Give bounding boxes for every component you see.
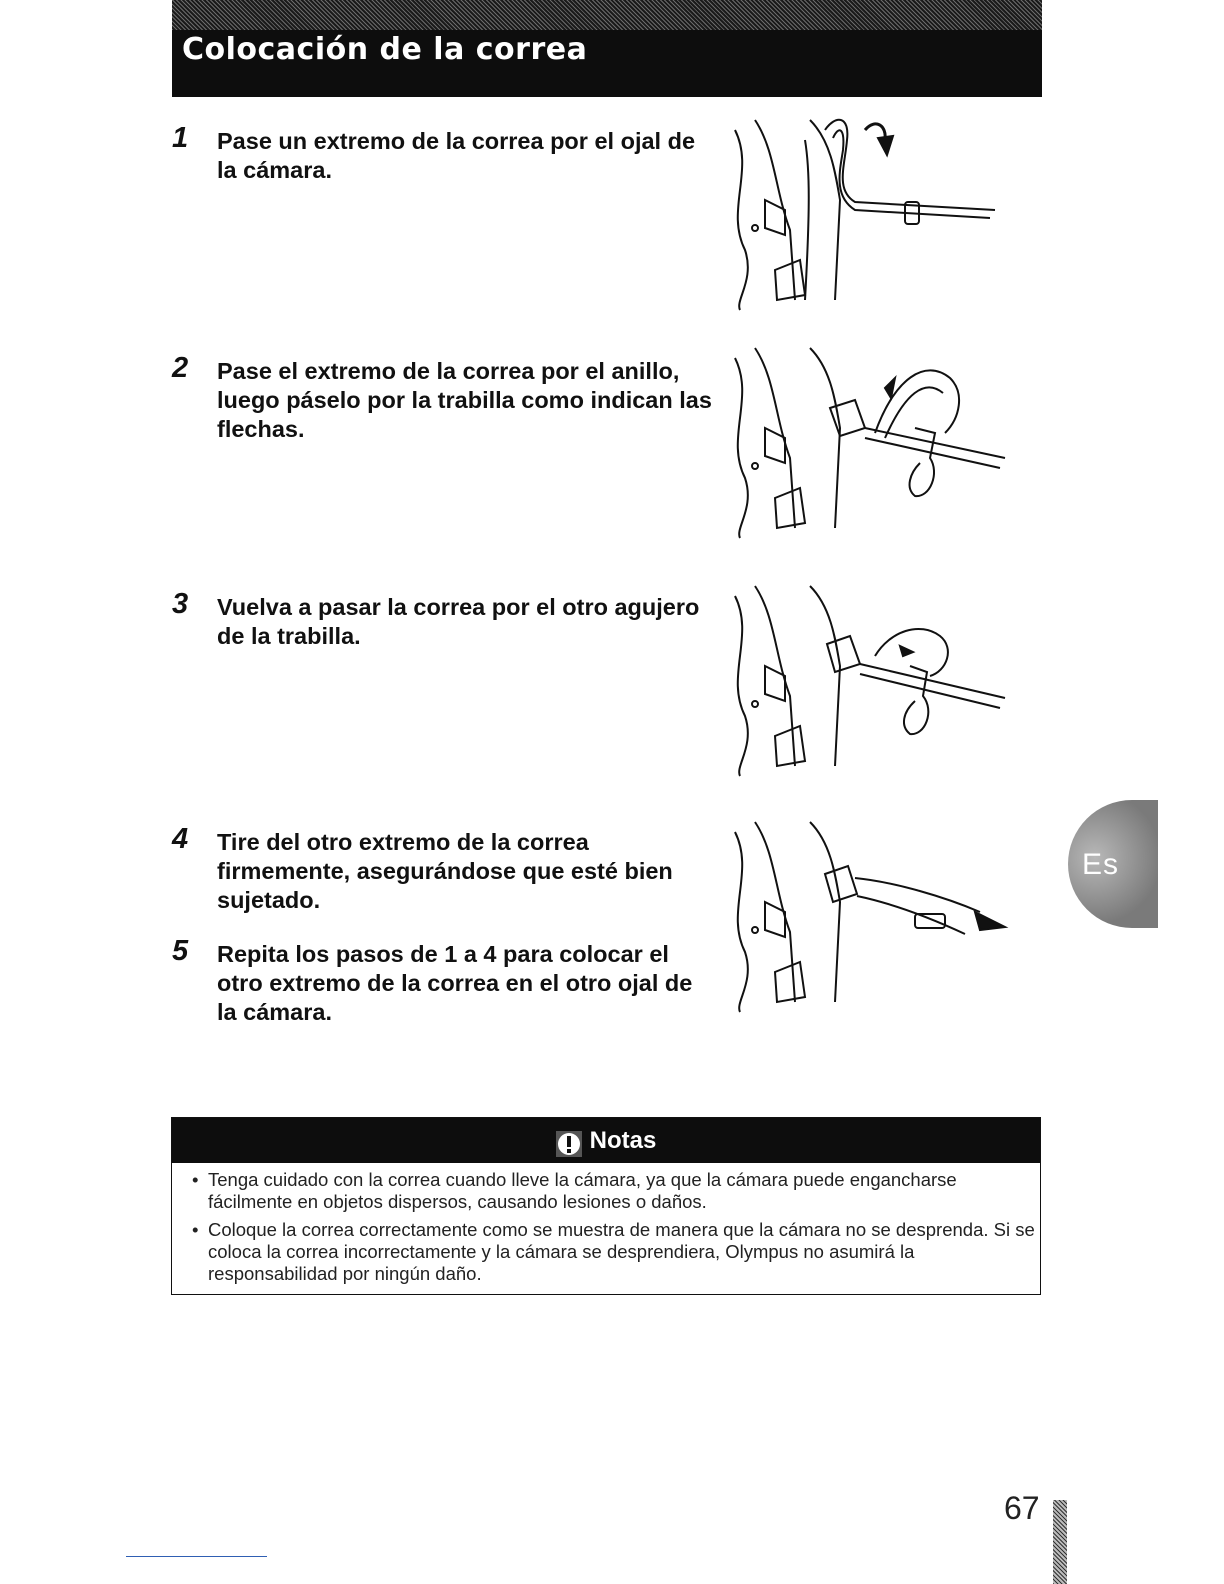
- step-text: Tire del otro extremo de la correa firmemente, asegurándose que esté bien sujetado.: [217, 829, 673, 913]
- section-header: [172, 0, 1042, 97]
- language-tab: [1068, 800, 1158, 928]
- notes-heading: Notas: [589, 1127, 657, 1154]
- step-4: [172, 823, 712, 915]
- footer-rule: [126, 1556, 267, 1557]
- step-text: Repita los pasos de 1 a 4 para colocar el otro extremo de la correa en el otro ojal de la cámara.: [217, 941, 693, 1025]
- step-number: 1: [172, 122, 189, 154]
- header-pattern: [172, 0, 1042, 30]
- step-2: [172, 352, 712, 444]
- language-label: Es: [1082, 848, 1120, 881]
- step-5: [172, 935, 712, 1027]
- step-number: 2: [172, 352, 189, 384]
- edge-mark: [1053, 1500, 1067, 1584]
- step-text: Pase el extremo de la correa por el anillo, luego páselo por la trabilla como indican las flechas.: [217, 358, 712, 442]
- notes-header: [172, 1118, 1040, 1163]
- notes-list: [172, 1169, 1040, 1285]
- step-text: Pase un extremo de la correa por el ojal de la cámara.: [217, 128, 696, 183]
- page-title: Colocación de la correa: [182, 32, 588, 67]
- step-number: 3: [172, 588, 189, 620]
- note-item: • Tenga cuidado con la correa cuando lleve la cámara, ya que la cámara puede engancharse fácilmente en objetos dispersos, causando lesiones o daños.: [190, 1169, 1040, 1213]
- strap-through-loop-icon: [715, 576, 1015, 786]
- step-3: [172, 588, 712, 651]
- strap-through-ring-icon: [715, 338, 1015, 548]
- step-number: 4: [172, 823, 189, 855]
- step-text: Vuelva a pasar la correa por el otro agujero de la trabilla.: [217, 594, 700, 649]
- step-1: [172, 122, 712, 185]
- warning-icon: [556, 1127, 582, 1153]
- strap-through-eyelet-icon: [715, 110, 1015, 320]
- step-number: 5: [172, 935, 189, 967]
- strap-pull-tight-icon: [715, 812, 1015, 1022]
- note-item: • Coloque la correa correctamente como se muestra de manera que la cámara no se desprenda. Si se coloca la correa incorrectamente y la cámara se desprendiera, Olympus no asumirá la responsabilidad por ningún daño.: [190, 1219, 1040, 1285]
- page-number: 67: [1004, 1490, 1040, 1526]
- notes-box: [171, 1117, 1041, 1295]
